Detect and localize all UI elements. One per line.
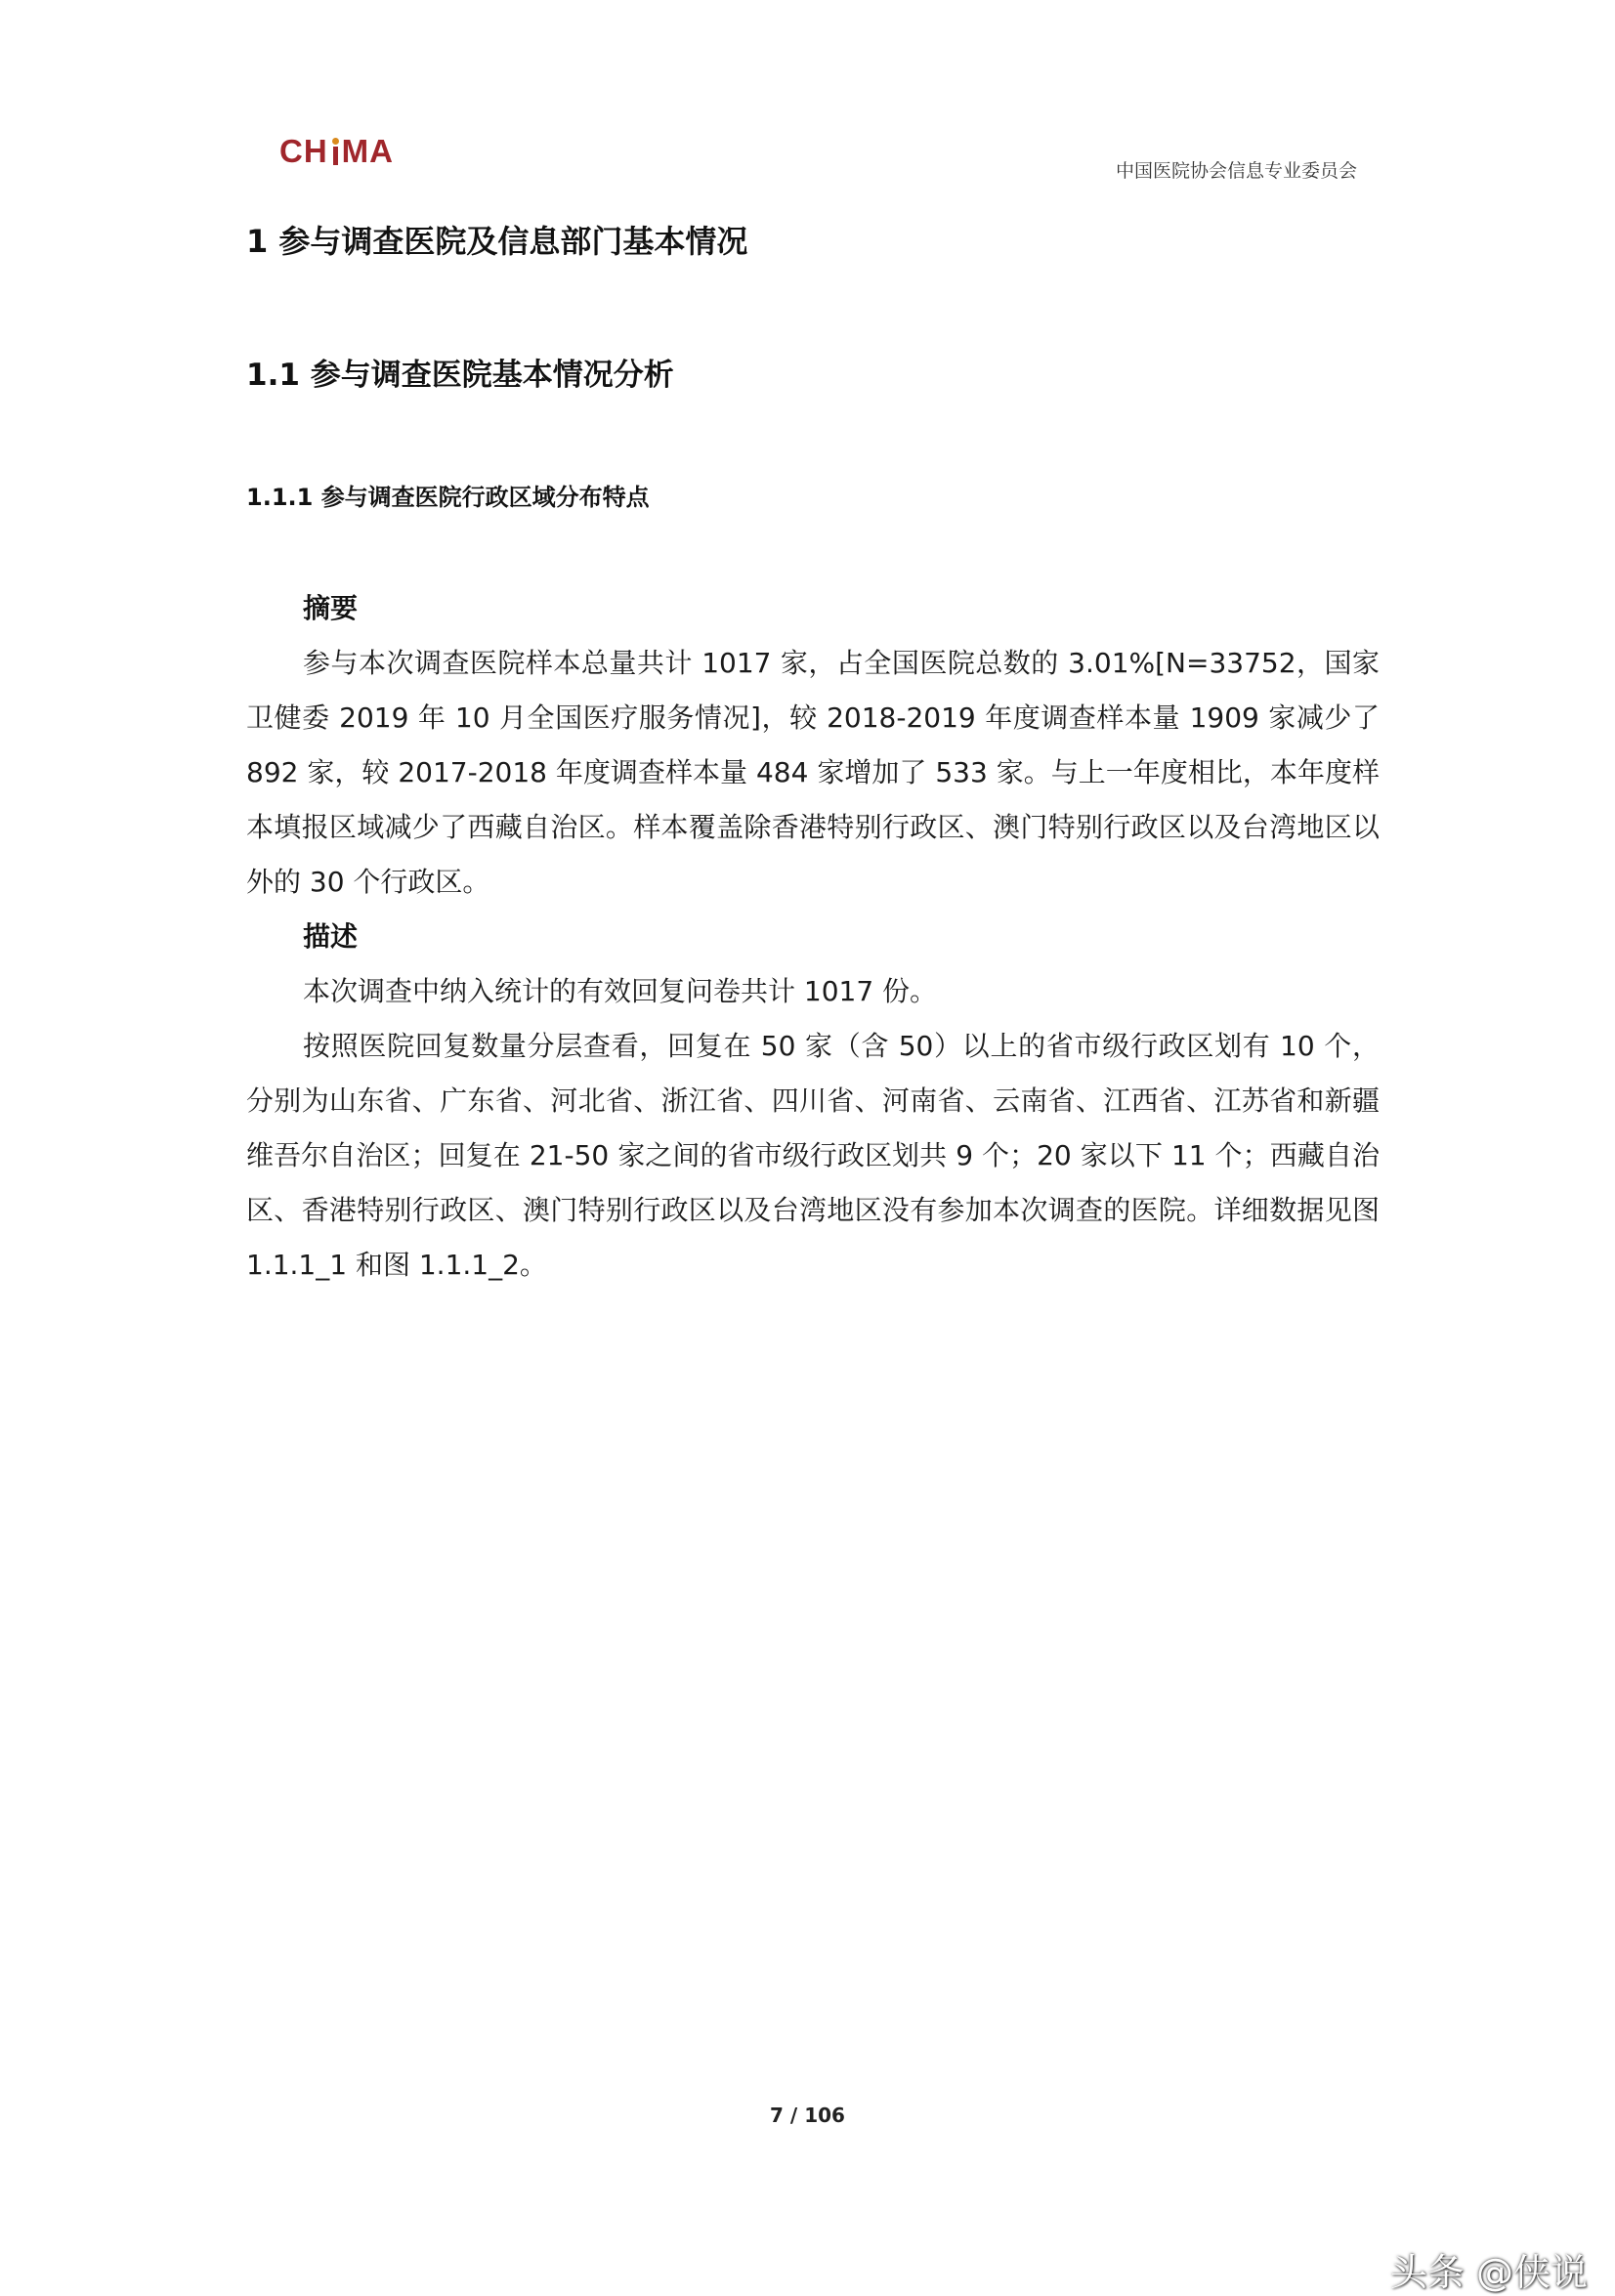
summary-paragraph: 参与本次调查医院样本总量共计 1017 家，占全国医院总数的 3.01%[N=33752，国家卫健委 2019 年 10 月全国医疗服务情况]，较 2018-2019 年度调查样本量 1909 家减少了 892 家，较 2017-2018 年度调查样本量 484 家增加了 533 家。与上一年度相比，本年度样本填报区域减少了西藏自治区。样本覆盖除香港特别行政区、澳门特别行政区以及台湾地区以外的 30 个行政区。 xyxy=(246,647,1380,898)
section-heading-1-1-1: 1.1.1 参与调查医院行政区域分布特点 xyxy=(246,484,650,511)
description-label: 描述 xyxy=(303,920,359,953)
logo-text-left: CH xyxy=(279,133,328,169)
summary-label: 摘要 xyxy=(303,592,359,624)
section-heading-1-1: 1.1 参与调查医院基本情况分析 xyxy=(246,358,674,393)
section-heading-1: 1 参与调查医院及信息部门基本情况 xyxy=(246,223,748,260)
watermark: 头条 @侠说 xyxy=(1389,2251,1588,2294)
description-paragraph-1: 本次调查中纳入统计的有效回复问卷共计 1017 份。 xyxy=(303,975,938,1007)
header-organization-name: 中国医院协会信息专业委员会 xyxy=(1115,160,1357,182)
person-figure-icon xyxy=(330,138,340,165)
logo-text-right: MA xyxy=(341,133,394,169)
chima-logo xyxy=(279,132,394,171)
body-content xyxy=(246,581,1380,1293)
page-number: 7 / 106 xyxy=(770,2104,845,2127)
description-paragraph-2: 按照医院回复数量分层查看，回复在 50 家（含 50）以上的省市级行政区划有 10 个，分别为山东省、广东省、河北省、浙江省、四川省、河南省、云南省、江西省、江苏省和新疆维吾尔自治区；回复在 21-50 家之间的省市级行政区划共 9 个；20 家以下 11 个；西藏自治区、香港特别行政区、澳门特别行政区以及台湾地区没有参加本次调查的医院。详细数据见图 1.1.1_1 和图 1.1.1_2。 xyxy=(246,1030,1380,1281)
